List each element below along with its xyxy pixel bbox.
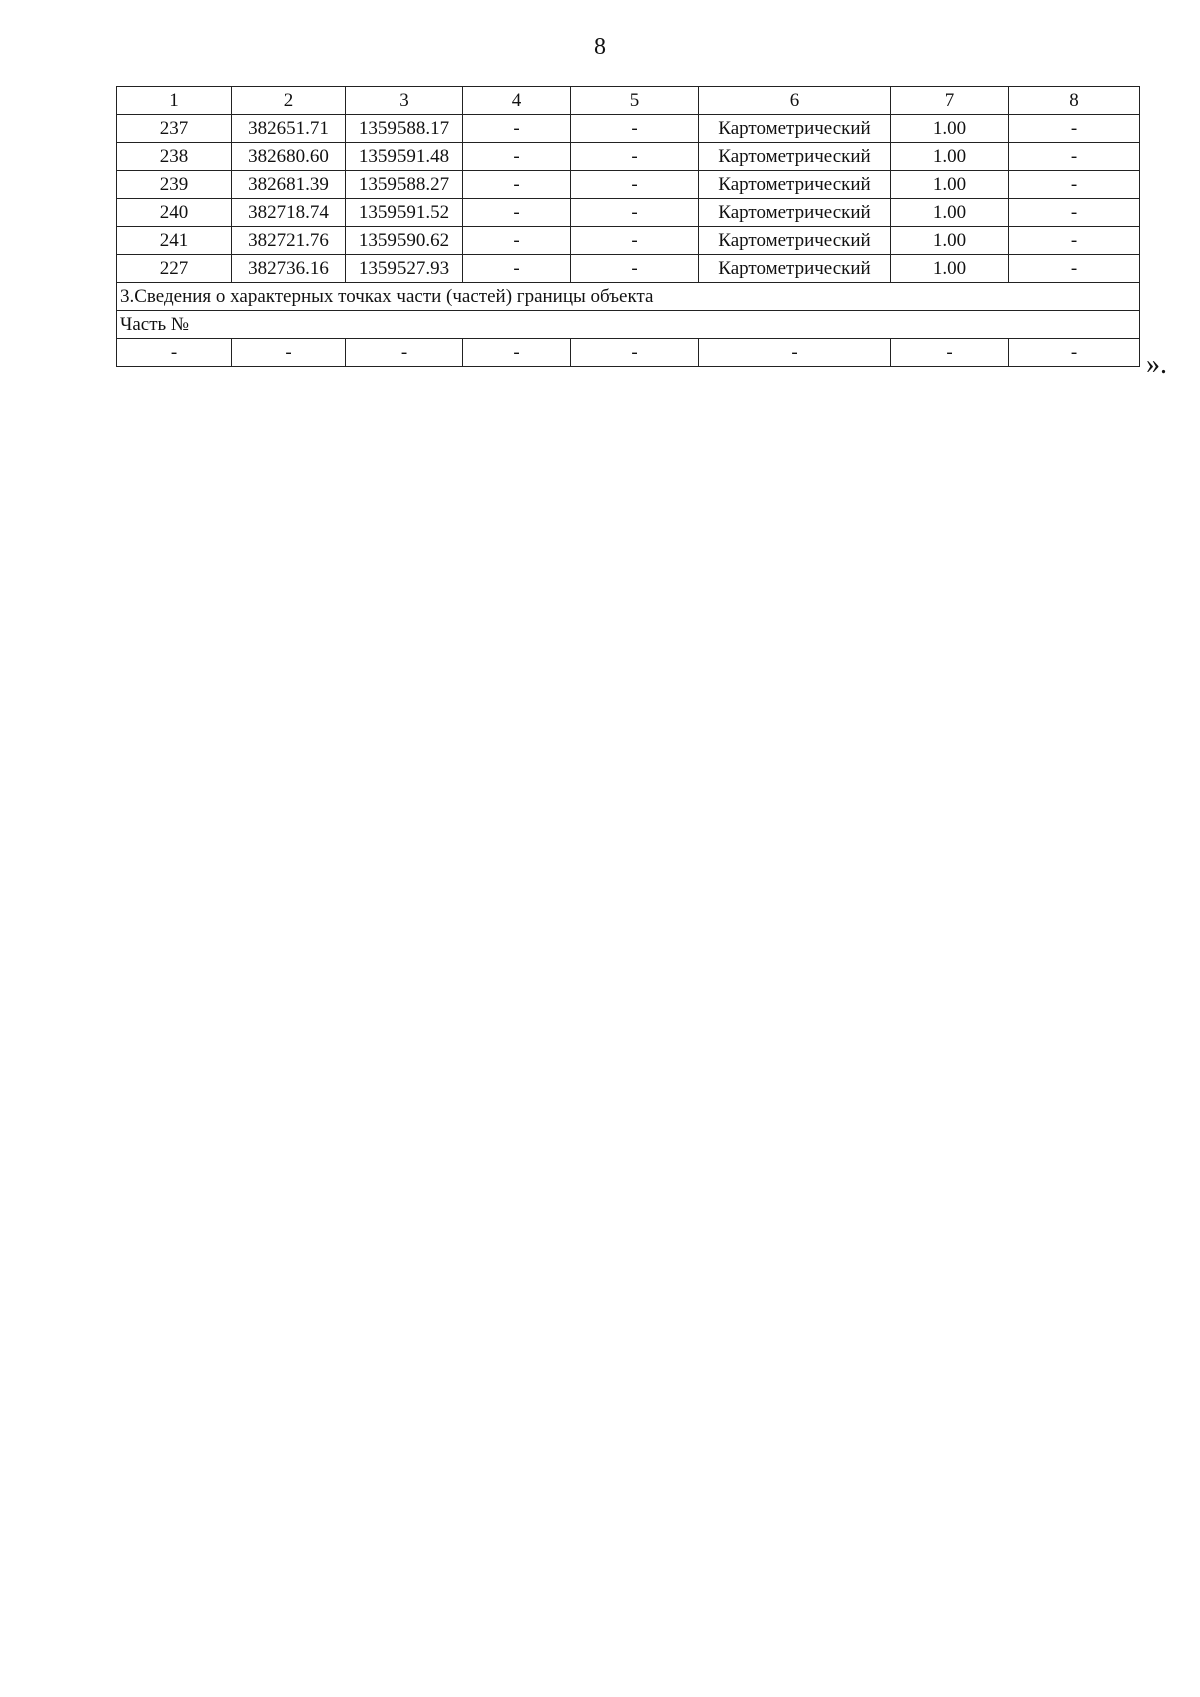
- point-number-cell: 240: [117, 199, 232, 227]
- y-coordinate-cell: 1359527.93: [346, 255, 463, 283]
- column-header: 1: [117, 87, 232, 115]
- point-number-cell: 241: [117, 227, 232, 255]
- accuracy-cell: 1.00: [891, 171, 1009, 199]
- column-header: 2: [232, 87, 346, 115]
- method-cell: Картометрический: [699, 115, 891, 143]
- table-cell: -: [699, 339, 891, 367]
- table-cell: -: [571, 339, 699, 367]
- y-coordinate-cell: 1359590.62: [346, 227, 463, 255]
- table-cell: -: [1009, 255, 1140, 283]
- method-cell: Картометрический: [699, 227, 891, 255]
- method-cell: Картометрический: [699, 255, 891, 283]
- point-number-cell: 227: [117, 255, 232, 283]
- column-header: 3: [346, 87, 463, 115]
- table-row: [117, 339, 1140, 367]
- x-coordinate-cell: 382718.74: [232, 199, 346, 227]
- table-row: [117, 255, 1140, 283]
- column-header: 6: [699, 87, 891, 115]
- table-cell: -: [1009, 115, 1140, 143]
- table-cell: -: [571, 115, 699, 143]
- table-cell: -: [1009, 339, 1140, 367]
- accuracy-cell: 1.00: [891, 143, 1009, 171]
- column-header: 4: [463, 87, 571, 115]
- accuracy-cell: 1.00: [891, 115, 1009, 143]
- table-cell: -: [571, 199, 699, 227]
- table-cell: -: [463, 115, 571, 143]
- x-coordinate-cell: 382680.60: [232, 143, 346, 171]
- table-cell: -: [571, 227, 699, 255]
- table-row: [117, 171, 1140, 199]
- column-header: 7: [891, 87, 1009, 115]
- x-coordinate-cell: 382681.39: [232, 171, 346, 199]
- y-coordinate-cell: 1359591.48: [346, 143, 463, 171]
- table-cell: -: [232, 339, 346, 367]
- table-row: [117, 115, 1140, 143]
- table-cell: -: [1009, 143, 1140, 171]
- table-cell: -: [117, 339, 232, 367]
- x-coordinate-cell: 382736.16: [232, 255, 346, 283]
- coordinates-table: [116, 86, 1140, 367]
- accuracy-cell: 1.00: [891, 227, 1009, 255]
- method-cell: Картометрический: [699, 171, 891, 199]
- table-cell: -: [463, 227, 571, 255]
- table-cell: -: [346, 339, 463, 367]
- y-coordinate-cell: 1359588.17: [346, 115, 463, 143]
- table-cell: -: [571, 171, 699, 199]
- table-cell: -: [463, 143, 571, 171]
- table-cell: -: [571, 143, 699, 171]
- table-row: [117, 199, 1140, 227]
- column-header: 8: [1009, 87, 1140, 115]
- table-header-row: [117, 87, 1140, 115]
- table-cell: -: [891, 339, 1009, 367]
- point-number-cell: 237: [117, 115, 232, 143]
- table-cell: -: [463, 199, 571, 227]
- method-cell: Картометрический: [699, 199, 891, 227]
- table-cell: -: [1009, 199, 1140, 227]
- table-row: [117, 227, 1140, 255]
- point-number-cell: 239: [117, 171, 232, 199]
- method-cell: Картометрический: [699, 143, 891, 171]
- table-cell: -: [1009, 227, 1140, 255]
- table-cell: -: [463, 255, 571, 283]
- part-label: Часть №: [117, 311, 1140, 339]
- table-cell: -: [463, 339, 571, 367]
- column-header: 5: [571, 87, 699, 115]
- section-title-row: [117, 283, 1140, 311]
- table-row: [117, 143, 1140, 171]
- y-coordinate-cell: 1359588.27: [346, 171, 463, 199]
- table-cell: -: [571, 255, 699, 283]
- accuracy-cell: 1.00: [891, 255, 1009, 283]
- table-cell: -: [1009, 171, 1140, 199]
- closing-quote-mark: ».: [1146, 349, 1167, 380]
- y-coordinate-cell: 1359591.52: [346, 199, 463, 227]
- part-label-row: [117, 311, 1140, 339]
- section-title: 3.Сведения о характерных точках части (частей) границы объекта: [117, 283, 1140, 311]
- x-coordinate-cell: 382651.71: [232, 115, 346, 143]
- page-number: 8: [594, 34, 606, 60]
- accuracy-cell: 1.00: [891, 199, 1009, 227]
- table-cell: -: [463, 171, 571, 199]
- point-number-cell: 238: [117, 143, 232, 171]
- x-coordinate-cell: 382721.76: [232, 227, 346, 255]
